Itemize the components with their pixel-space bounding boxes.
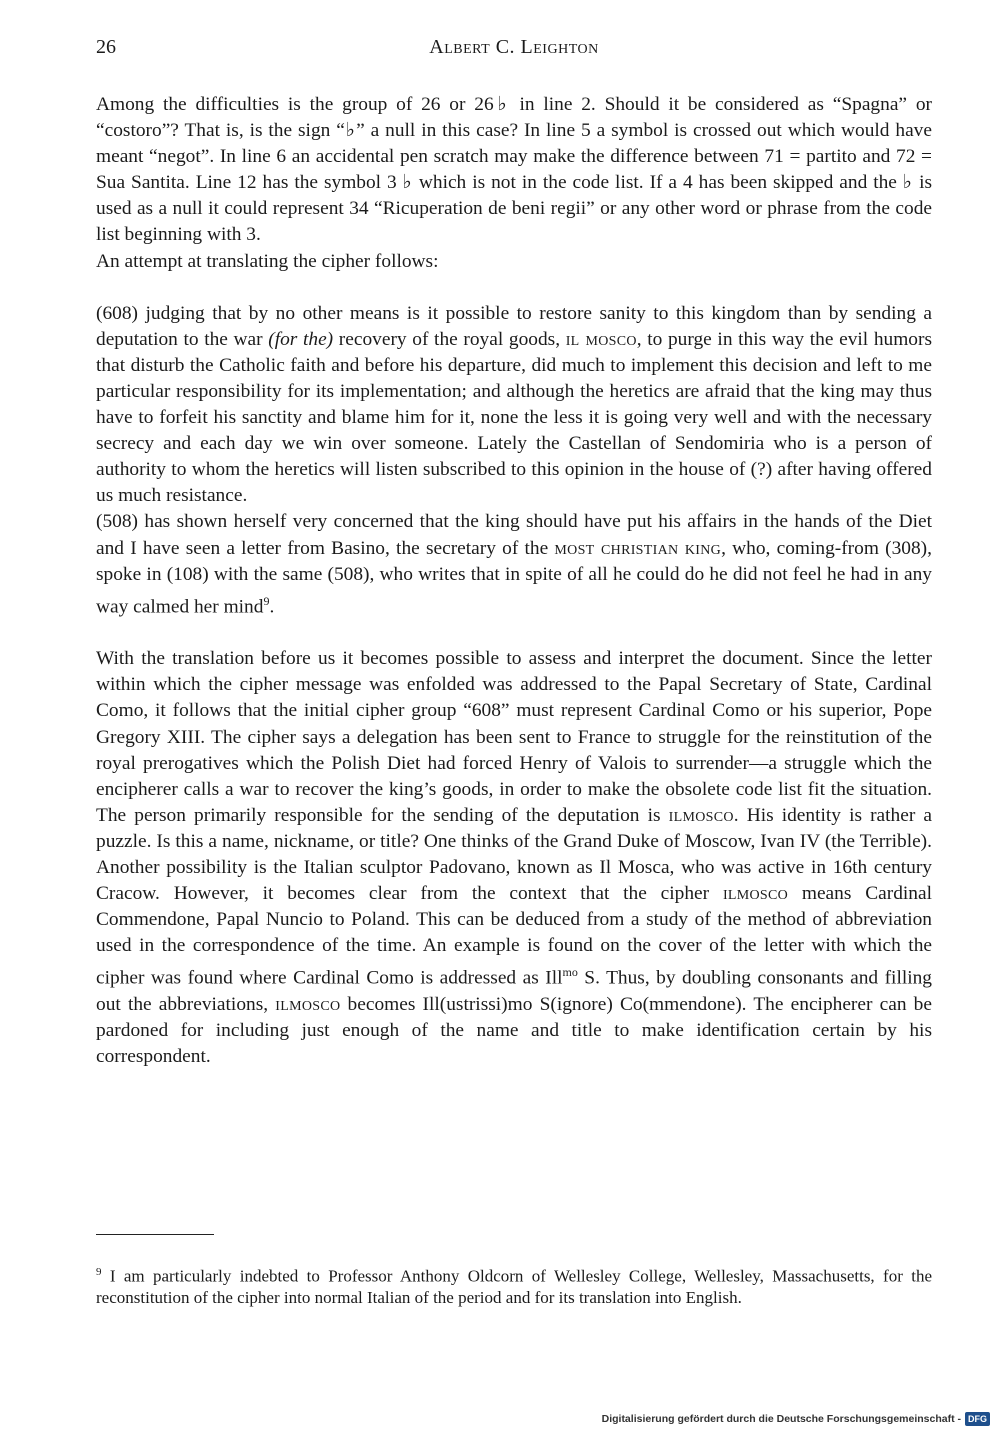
text-run: . <box>269 596 275 618</box>
text-run: recovery of the royal goods, <box>333 328 566 350</box>
text-run: . His identity is rather a puzzle. Is this a name, nickname, or title? One thinks of the Grand Duke of Moscow, Ivan IV (the Terrible). Another possibility is the Italian sculptor Padovano, known as Il Mosca, who was active in 16th century Cracow. However, it becomes clear from the context that the cipher <box>96 804 933 905</box>
text-run: S. Thus, by doubling consonants and filling out the abbreviations, <box>96 967 932 1015</box>
italic-run: (for the) <box>268 328 334 350</box>
paragraph-attempt: An attempt at translating the cipher follows: <box>96 250 439 272</box>
page-header <box>96 36 932 66</box>
superscript-run: mo <box>562 965 578 980</box>
text-run: With the translation before us it becomes possible to assess and interpret the document. Since the letter within which the cipher message was enfolded was addressed to the Papal Secretary of State, Cardinal Como, it follows that the initial cipher group “608” must represent Cardinal Como or his superior, Pope Gregory XIII. The cipher says a delegation has been sent to France to struggle for the reinstitution of the royal prerogatives which the Polish Diet had forced Henry of Valois to surrender—a struggle which the encipherer calls a war to recover the king’s goods, in order to make the obsolete code list fit the situation. The person primarily responsible for the sending of the deputation is <box>96 648 932 826</box>
small-caps-run: il mosco <box>565 328 637 350</box>
text-run: becomes Ill(ustrissi)mo S(ignore) Co(mmendone). The encipherer can be pardoned for including just enough of the name and title to make identification certain by his correspondent. <box>96 993 932 1068</box>
paragraph-translation-508 <box>96 509 932 620</box>
footnote-divider <box>96 1234 214 1235</box>
running-head: Albert C. Leighton <box>429 36 599 58</box>
credit-text: Digitalisierung gefördert durch die Deutsche Forschungsgemeinschaft - <box>601 1413 961 1425</box>
footnote <box>96 1262 932 1309</box>
page-number: 26 <box>96 36 116 58</box>
dfg-logo-icon: DFG <box>965 1412 990 1426</box>
text-run: , to purge in this way the evil humors that disturb the Catholic faith and before his departure, did much to implement this decision and left to me particular responsibility for its implementation; and although the heretics are afraid that the king may thus have to forfeit his sanctity and blame him for it, none the less it is going very well and with the necessary secrecy and each day we win over someone. Lately the Castellan of Sendomiria who is a person of authority to whom the heretics will listen subscribed to this opinion in the house of (?) after having offered us much resistance. <box>96 328 932 507</box>
paragraph-interpretation <box>96 646 932 1070</box>
text-run: (508) has shown herself very concerned that the king should have put his affairs in the hands of the Diet and I have seen a letter from Basino, the secretary of the <box>96 511 932 559</box>
paragraph-difficulties: Among the difficulties is the group of 26 or 26♭ in line 2. Should it be considered as “Spagna” or “costoro”? That is, is the sign “♭” a null in this case? In line 5 a symbol is crossed out which would have meant “negot”. In line 6 an accidental pen scratch may make the difference between 71 = partito and 72 = Sua Santita. Line 12 has the symbol 3 ♭ which is not in the code list. If a 4 has been skipped and the ♭ is used as a null it could represent 34 “Ricuperation de beni regii” or any other word or phrase from the code list beginning with 3. <box>96 94 932 246</box>
small-caps-run: ilmosco <box>275 993 341 1015</box>
text-run: (608) judging that by no other means is it possible to restore sanity to this kingdom than by sending a deputation to the war <box>96 302 932 350</box>
footnote-reference[interactable]: 9 <box>263 593 270 608</box>
paragraph-translation-608 <box>96 301 932 510</box>
body-text <box>96 92 932 1070</box>
footnote-text: I am particularly indebted to Professor Anthony Oldcorn of Wellesley College, Wellesley, Massachusetts, for the reconstitution of the cipher into normal Italian of the period and for its translation into English. <box>96 1266 932 1308</box>
text-run: , who, coming-from (308), spoke in (108) with the same (508), who writes that in spite of all he could do he did not feel he had in any way calmed her mind <box>96 537 932 618</box>
small-caps-run: ilmosco <box>668 804 734 826</box>
digitization-credit <box>602 1410 990 1428</box>
text-run: means Cardinal Commendone, Papal Nuncio to Poland. This can be deduced from a study of the method of abbreviation used in the correspondence of the time. An example is found on the cover of the letter with which the cipher was found where Cardinal Como is addressed as Ill <box>96 883 932 989</box>
small-caps-run: ilmosco <box>722 883 789 905</box>
footnote-marker: 9 <box>96 1266 102 1278</box>
small-caps-run: most christian king <box>554 537 722 559</box>
